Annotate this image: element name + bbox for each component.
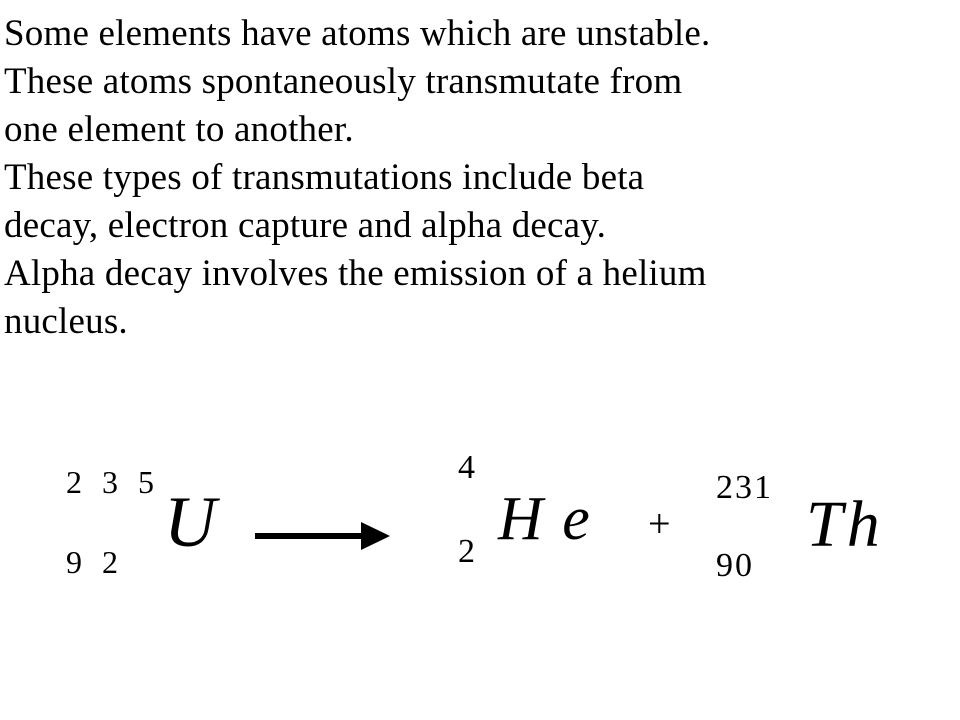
helium-mass-number: 4	[458, 449, 475, 486]
text-line: one element to another.	[4, 109, 354, 150]
thorium-mass-number: 231	[716, 469, 773, 506]
alpha-decay-equation	[0, 440, 960, 640]
text-line: These atoms spontaneously transmutate from	[4, 61, 683, 102]
uranium-symbol: U	[164, 482, 216, 562]
text-line: decay, electron capture and alpha decay.	[4, 205, 607, 246]
right-arrow-icon	[255, 518, 390, 554]
thorium-atomic-number: 90	[716, 547, 754, 584]
text-line: These types of transmutations include beta	[4, 157, 645, 198]
helium-symbol: H e	[498, 485, 592, 553]
text-line: nucleus.	[4, 301, 128, 342]
text-line: Alpha decay involves the emission of a helium	[4, 253, 707, 294]
plus-sign: +	[648, 501, 671, 546]
uranium-mass-number: 2 3 5	[66, 464, 160, 500]
helium-atomic-number: 2	[458, 533, 475, 570]
uranium-atomic-number: 9 2	[66, 544, 124, 580]
slide-body-text	[4, 10, 954, 346]
thorium-symbol: Th	[806, 488, 884, 561]
text-line: Some elements have atoms which are unstable.	[4, 13, 711, 54]
